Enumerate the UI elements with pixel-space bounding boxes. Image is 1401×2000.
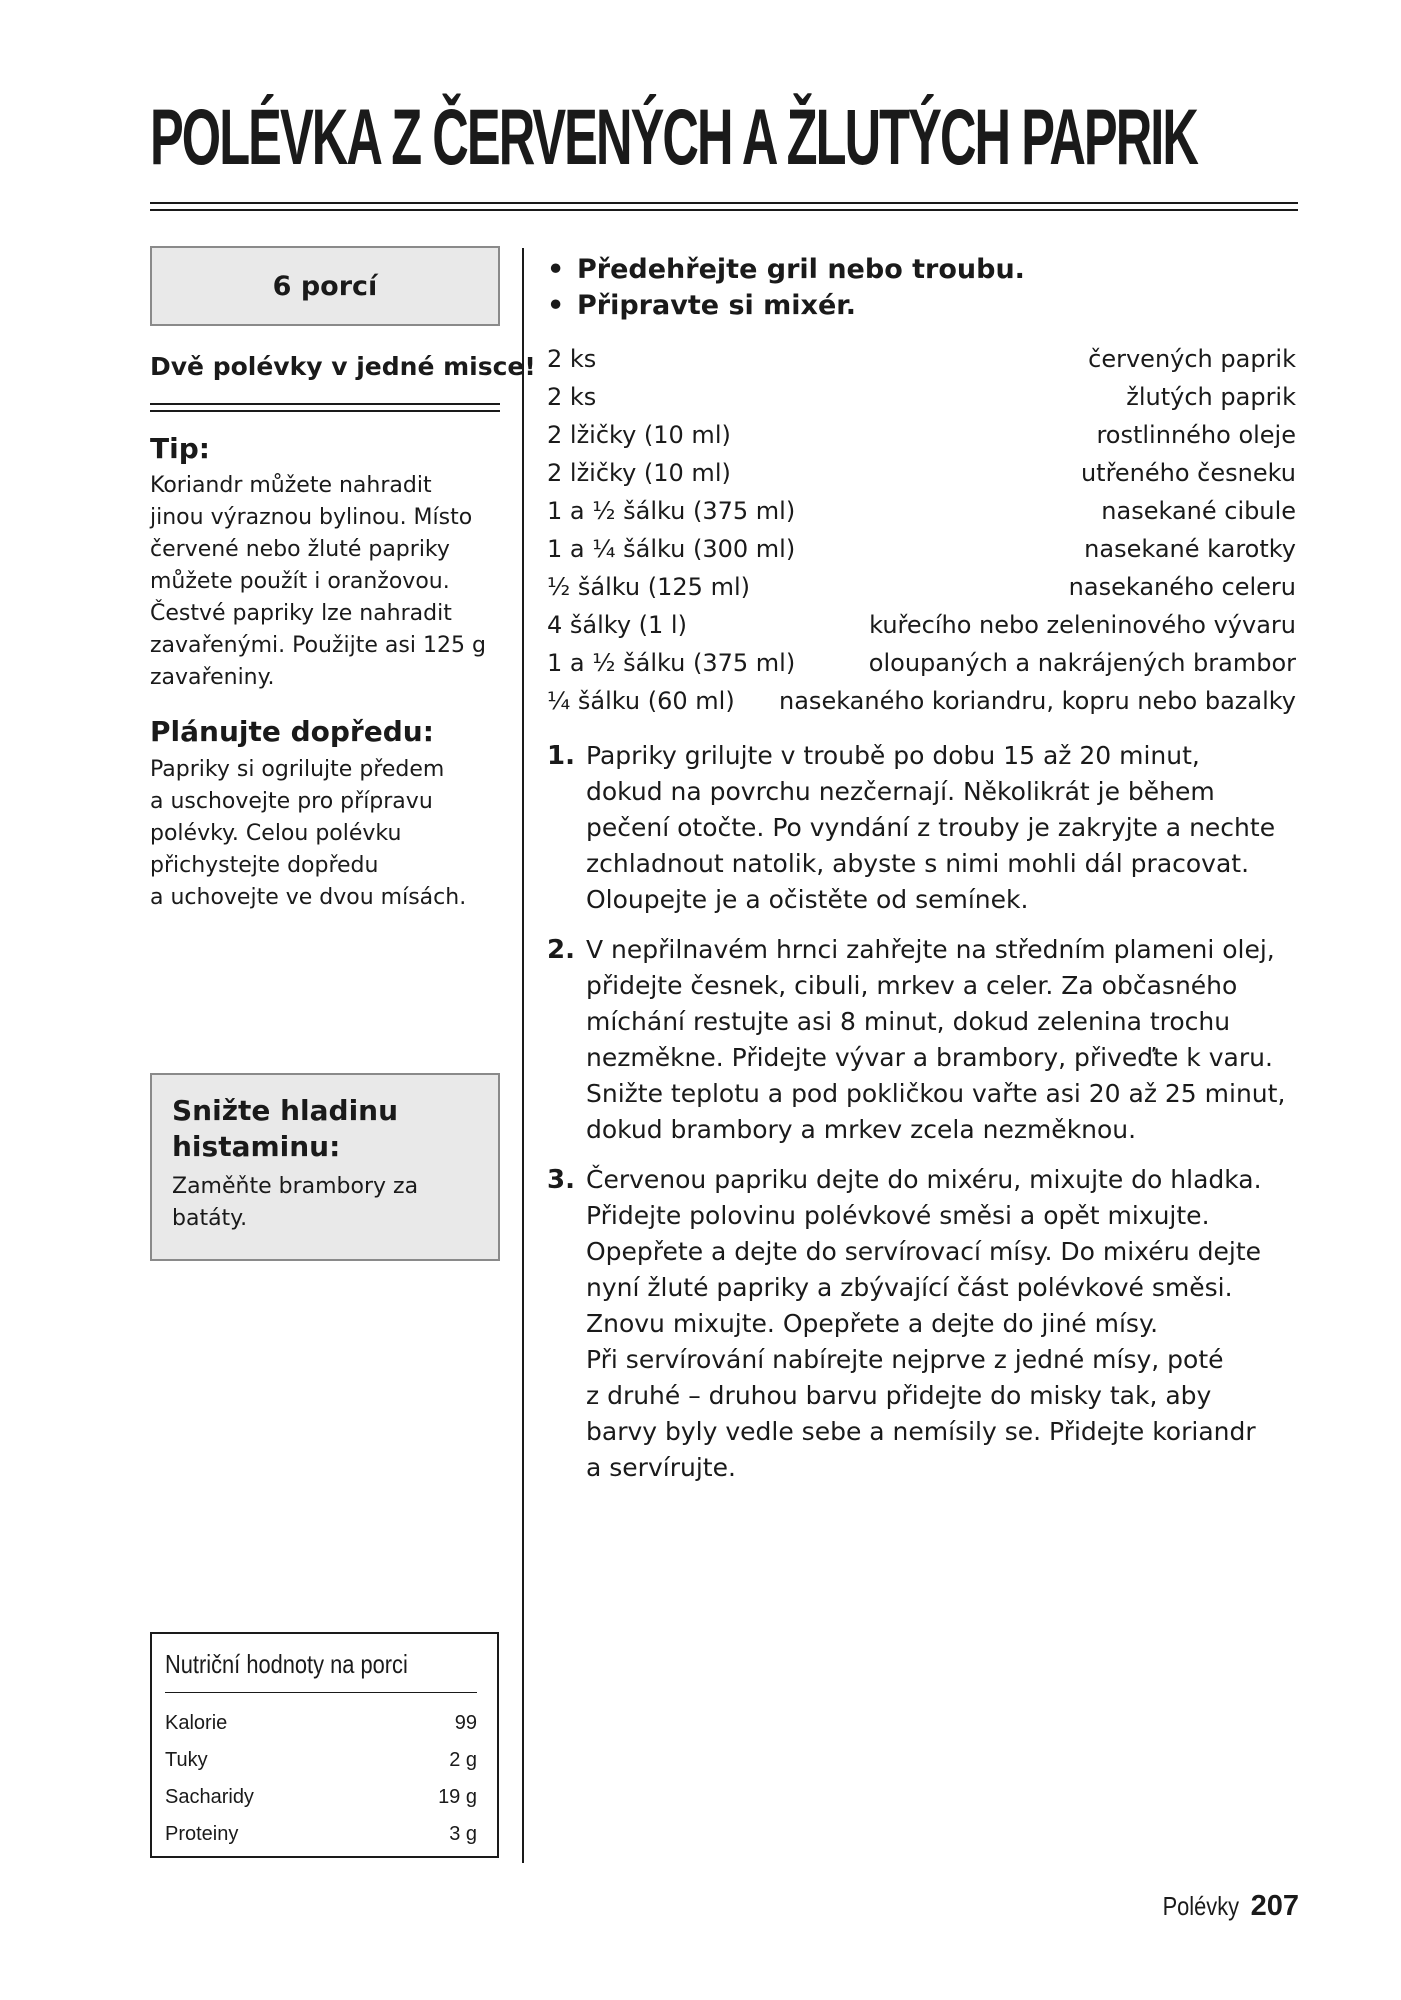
title-rule-top xyxy=(150,202,1298,204)
nutrition-row xyxy=(165,1742,477,1779)
ingredient-name: nasekaného koriandru, kopru nebo bazalky xyxy=(779,687,1296,715)
section-name: Polévky xyxy=(1162,1891,1239,1921)
ingredient-amount: 1 a ½ šálku (375 ml) xyxy=(547,497,796,525)
plan-line: Papriky si ogrilujte předem xyxy=(150,757,445,782)
ingredient-amount: 1 a ¼ šálku (300 ml) xyxy=(547,535,796,563)
ingredient-amount: ¼ šálku (60 ml) xyxy=(547,687,735,715)
step-line: zchladnout natolik, abyste s nimi mohli dál pracovat. xyxy=(586,849,1250,878)
tip-line: Čestvé papriky lze nahradit xyxy=(150,601,452,626)
sidebar-rule-bottom xyxy=(150,410,500,412)
step-line: z druhé – druhou barvu přidejte do misky tak, aby xyxy=(586,1381,1212,1410)
servings-box xyxy=(150,246,500,326)
step-line: Při servírování nabírejte nejprve z jedné mísy, poté xyxy=(586,1345,1224,1374)
page-number: 207 xyxy=(1250,1890,1299,1922)
plan-heading: Plánujte dopředu: xyxy=(150,715,434,748)
plan-text xyxy=(150,754,500,914)
ingredient-row xyxy=(547,530,1296,568)
step-line: Oloupejte je a očistěte od semínek. xyxy=(586,885,1029,914)
histamine-heading: Snižte hladinu histaminu: xyxy=(172,1094,399,1163)
plan-line: a uchovejte ve dvou mísách. xyxy=(150,885,467,910)
plan-line: a uschovejte pro přípravu xyxy=(150,789,433,814)
nutrition-title: Nutriční hodnoty na porci xyxy=(165,1649,408,1679)
step-line: Přidejte polovinu polévkové směsi a opět mixujte. xyxy=(586,1201,1210,1230)
nutrition-value: 99 xyxy=(454,1712,477,1734)
ingredient-amount: 1 a ½ šálku (375 ml) xyxy=(547,649,796,677)
step-line: dokud brambory a mrkev zcela nezměknou. xyxy=(586,1115,1137,1144)
step-text xyxy=(586,932,1285,1148)
nutrition-label: Kalorie xyxy=(165,1712,228,1734)
ingredient-row xyxy=(547,378,1296,416)
step-line: Papriky grilujte v troubě po dobu 15 až 20 minut, xyxy=(586,741,1200,770)
tip-line: Koriandr můžete nahradit xyxy=(150,473,432,498)
histamine-box xyxy=(150,1073,500,1261)
tip-text xyxy=(150,470,500,694)
step-line: Opepřete a dejte do servírovací mísy. Do mixéru dejte xyxy=(586,1237,1262,1266)
nutrition-label: Proteiny xyxy=(165,1823,239,1845)
prep-list xyxy=(547,252,1025,324)
tagline: Dvě polévky v jedné misce! xyxy=(150,352,536,381)
ingredient-name: utřeného česneku xyxy=(1080,459,1296,487)
page-title: POLÉVKA Z ČERVENÝCH A ŽLUTÝCH PAPRIK xyxy=(150,92,1198,181)
title-rule-bottom xyxy=(150,209,1298,211)
ingredient-name: červených paprik xyxy=(1088,345,1296,373)
tip-line: můžete použít i oranžovou. xyxy=(150,569,450,594)
nutrition-label: Sacharidy xyxy=(165,1786,254,1808)
nutrition-row xyxy=(165,1779,477,1816)
ingredient-name: nasekaného celeru xyxy=(1068,573,1296,601)
sidebar-rule-top xyxy=(150,403,500,405)
ingredient-name: žlutých paprik xyxy=(1126,383,1296,411)
ingredient-row xyxy=(547,454,1296,492)
step-line: míchání restujte asi 8 minut, dokud zelenina trochu xyxy=(586,1007,1231,1036)
tip-line: jinou výraznou bylinou. Místo xyxy=(150,505,473,530)
histamine-text: Zaměňte brambory za batáty. xyxy=(172,1174,419,1231)
step-text xyxy=(586,1162,1262,1486)
step-line: nezměkne. Přidejte vývar a brambory, přiveďte k varu. xyxy=(586,1043,1273,1072)
step-line: přidejte česnek, cibuli, mrkev a celer. Za občasného xyxy=(586,971,1238,1000)
step-text xyxy=(586,738,1275,918)
nutrition-value: 3 g xyxy=(449,1823,477,1845)
nutrition-box xyxy=(150,1632,499,1858)
ingredient-name: rostlinného oleje xyxy=(1096,421,1296,449)
ingredient-amount: 2 ks xyxy=(547,345,597,373)
ingredient-row xyxy=(547,606,1296,644)
tip-line: zavařenými. Použijte asi 125 g xyxy=(150,633,486,658)
servings-label: 6 porcí xyxy=(272,270,378,302)
step-line: Červenou papriku dejte do mixéru, mixujte do hladka. xyxy=(586,1165,1262,1194)
ingredient-row xyxy=(547,682,1296,720)
nutrition-rule xyxy=(165,1692,477,1693)
step-1 xyxy=(547,738,1299,918)
ingredient-name: kuřecího nebo zeleninového vývaru xyxy=(869,611,1296,639)
ingredient-amount: 4 šálky (1 l) xyxy=(547,611,687,639)
step-2 xyxy=(547,932,1299,1148)
step-line: dokud na povrchu nezčernají. Několikrát je během xyxy=(586,777,1215,806)
step-line: nyní žluté papriky a zbývající část polévkové směsi. xyxy=(586,1273,1233,1302)
step-line: a servírujte. xyxy=(586,1453,736,1482)
ingredient-amount: 2 lžičky (10 ml) xyxy=(547,421,731,449)
ingredient-name: nasekané karotky xyxy=(1084,535,1296,563)
nutrition-value: 19 g xyxy=(438,1786,477,1808)
step-3 xyxy=(547,1162,1299,1486)
prep-item: • Připravte si mixér. xyxy=(547,288,1025,324)
step-line: V nepřilnavém hrnci zahřejte na středním plameni olej, xyxy=(586,935,1275,964)
step-number: 1. xyxy=(547,741,575,771)
ingredient-row xyxy=(547,492,1296,530)
step-number: 2. xyxy=(547,935,575,965)
step-line: Znovu mixujte. Opepřete a dejte do jiné mísy. xyxy=(586,1309,1159,1338)
ingredient-row xyxy=(547,416,1296,454)
plan-line: polévky. Celou polévku xyxy=(150,821,402,846)
ingredient-row xyxy=(547,568,1296,606)
step-line: pečení otočte. Po vyndání z trouby je zakryjte a nechte xyxy=(586,813,1276,842)
prep-item: • Předehřejte gril nebo troubu. xyxy=(547,252,1025,288)
nutrition-row xyxy=(165,1705,477,1742)
nutrition-row xyxy=(165,1816,477,1853)
ingredient-list xyxy=(547,340,1296,720)
column-divider xyxy=(522,248,524,1863)
ingredient-name: nasekané cibule xyxy=(1101,497,1296,525)
tip-line: zavařeniny. xyxy=(150,665,275,690)
ingredient-row xyxy=(547,644,1296,682)
step-line: barvy byly vedle sebe a nemísily se. Přidejte koriandr xyxy=(586,1417,1256,1446)
ingredient-amount: 2 ks xyxy=(547,383,597,411)
ingredient-amount: 2 lžičky (10 ml) xyxy=(547,459,731,487)
ingredient-name: oloupaných a nakrájených brambor xyxy=(868,649,1296,677)
nutrition-label: Tuky xyxy=(165,1749,208,1771)
ingredient-amount: ½ šálku (125 ml) xyxy=(547,573,750,601)
page-footer xyxy=(1148,1890,1299,1923)
nutrition-value: 2 g xyxy=(449,1749,477,1771)
tip-heading: Tip: xyxy=(150,432,210,465)
step-list xyxy=(547,738,1299,1500)
plan-line: přichystejte dopředu xyxy=(150,853,379,878)
ingredient-row xyxy=(547,340,1296,378)
tip-line: červené nebo žluté papriky xyxy=(150,537,450,562)
step-line: Snižte teplotu a pod pokličkou vařte asi 20 až 25 minut, xyxy=(586,1079,1286,1108)
step-number: 3. xyxy=(547,1165,575,1195)
